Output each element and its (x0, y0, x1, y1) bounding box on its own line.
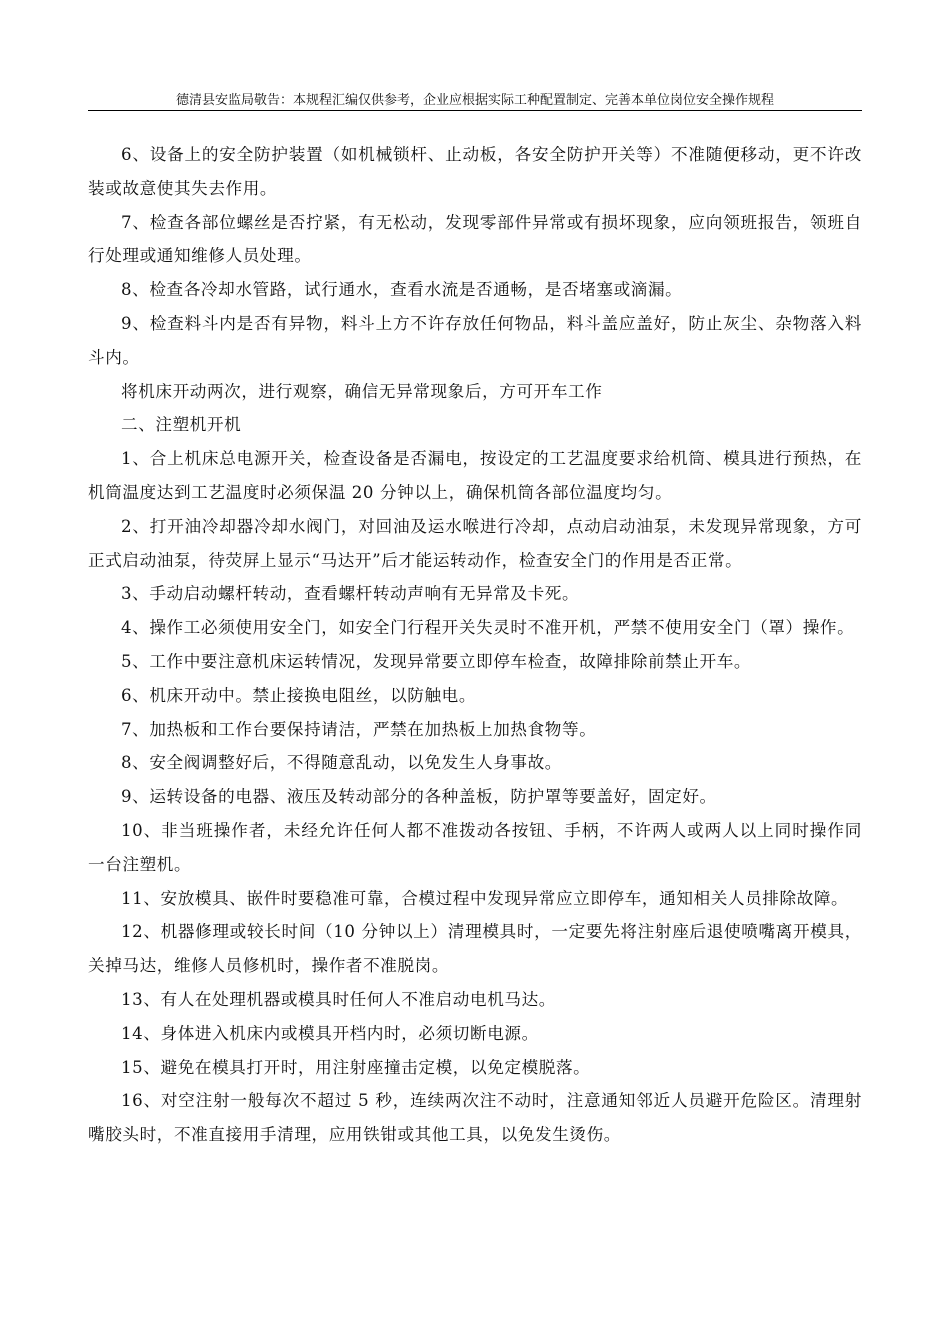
paragraph-step-7: 7、加热板和工作台要保持请洁，严禁在加热板上加热食物等。 (121, 719, 597, 739)
paragraph-step-16: 16、对空注射一般每次不超过 5 秒，连续两次注不动时，注意通知邻近人员避开危险区。清理射嘴胶头时，不准直接用手清理，应用铁钳或其他工具，以免发生烫伤。 (88, 1091, 862, 1145)
paragraph-step-2: 2、打开油冷却器冷却水阀门，对回油及运水喉进行冷却，点动启动油泵，未发现异常现象，方可正式启动油泵，待荧屏上显示“马达开”后才能运转动作，检查安全门的作用是否正常。 (88, 516, 862, 570)
header-divider (88, 110, 862, 111)
page-header-notice: 德清县安监局敬告：本规程汇编仅供参考，企业应根据实际工种配置制定、完善本单位岗位安全操作规程 (175, 93, 774, 108)
paragraph-step-15: 15、避免在模具打开时，用注射座撞击定模，以免定模脱落。 (121, 1057, 591, 1077)
paragraph-step-6: 6、机床开动中。禁止接换电阻丝，以防触电。 (121, 685, 477, 705)
paragraph-step-3: 3、手动启动螺杆转动，查看螺杆转动声响有无异常及卡死。 (121, 584, 580, 604)
paragraph-step-14: 14、身体进入机床内或模具开档内时，必须切断电源。 (121, 1023, 539, 1043)
paragraph-item-6: 6、设备上的安全防护装置（如机械锁杆、止动板，各安全防护开关等）不准随便移动，更不许改装或故意使其失去作用。 (88, 145, 862, 198)
paragraph-step-4: 4、操作工必须使用安全门，如安全门行程开关失灵时不准开机，严禁不使用安全门（罩）操作。 (121, 618, 855, 638)
section-heading: 二、注塑机开机 (121, 415, 242, 435)
paragraph-step-10: 10、非当班操作者，未经允许任何人都不准拨动各按钮、手柄，不许两人或两人以上同时操作同一台注塑机。 (88, 820, 862, 874)
paragraph-step-8: 8、安全阀调整好后，不得随意乱动，以免发生人身事故。 (121, 753, 562, 773)
paragraph-step-1: 1、合上机床总电源开关，检查设备是否漏电，按设定的工艺温度要求给机筒、模具进行预热，在机筒温度达到工艺温度时必须保温 20 分钟以上，确保机筒各部位温度均匀。 (88, 449, 862, 502)
paragraph-item-7: 7、检查各部位螺丝是否拧紧，有无松动，发现零部件异常或有损坏现象，应向领班报告，领班自行处理或通知维修人员处理。 (88, 212, 862, 266)
paragraph-step-9: 9、运转设备的电器、液压及转动部分的各种盖板，防护罩等要盖好，固定好。 (121, 787, 717, 807)
paragraph-step-12: 12、机器修理或较长时间（10 分钟以上）清理模具时，一定要先将注射座后退使喷嘴离开模具，关掉马达，维修人员修机时，操作者不准脱岗。 (88, 922, 862, 976)
paragraph-step-13: 13、有人在处理机器或模具时任何人不准启动电机马达。 (121, 989, 556, 1009)
paragraph-item-9: 9、检查料斗内是否有异物，料斗上方不许存放任何物品，料斗盖应盖好，防止灰尘、杂物落入料斗内。 (88, 313, 862, 367)
paragraph-step-5: 5、工作中要注意机床运转情况，发现异常要立即停车检查，故障排除前禁止开车。 (121, 651, 752, 671)
document-body (88, 138, 862, 1152)
paragraph-step-11: 11、安放模具、嵌件时要稳准可靠，合模过程中发现异常应立即停车，通知相关人员排除故障。 (121, 888, 849, 908)
paragraph-item-8: 8、检查各冷却水管路，试行通水，查看水流是否通畅，是否堵塞或滴漏。 (121, 280, 683, 300)
paragraph-startup-note: 将机床开动两次，进行观察，确信无异常现象后，方可开车工作 (121, 381, 603, 401)
